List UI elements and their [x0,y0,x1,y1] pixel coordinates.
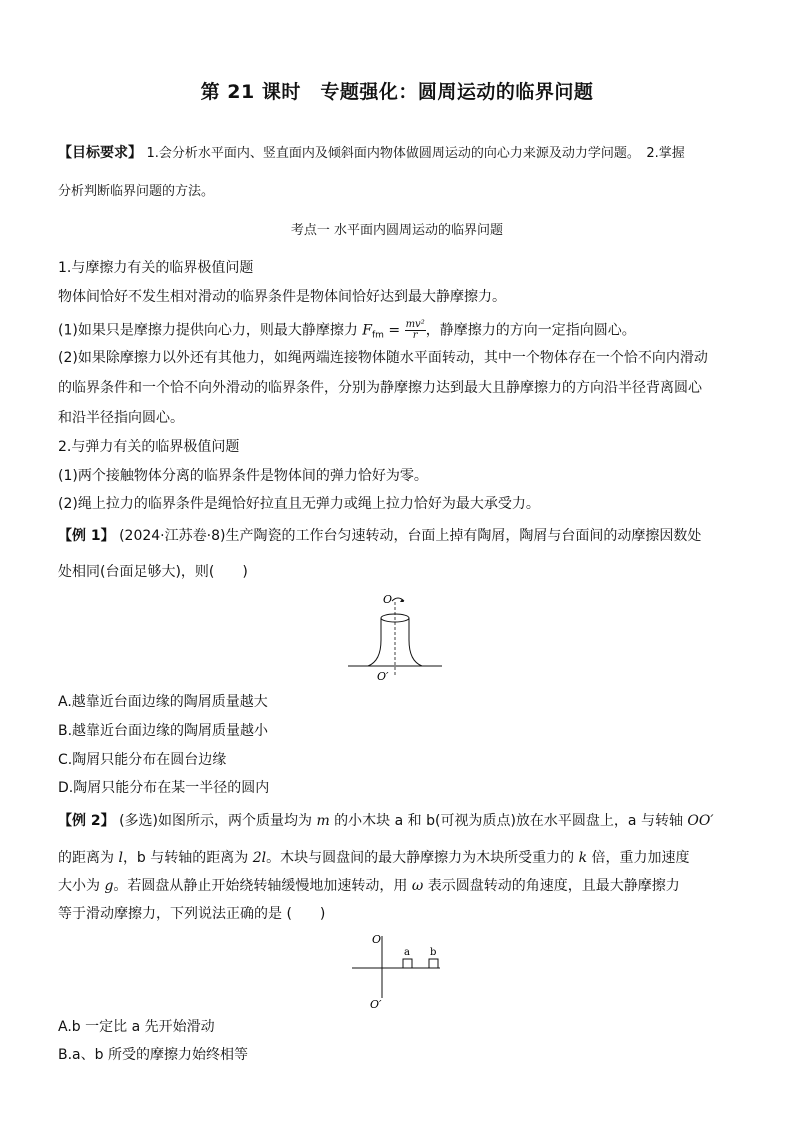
example1-option-c: C.陶屑只能分布在圆台边缘 [58,752,227,768]
example1-text-1: (2024·江苏卷·8)生产陶瓷的工作台匀速转动，台面上掉有陶屑，陶屑与台面间的动摩擦因数处 [119,528,702,544]
distance-2l-symbol: 2l [252,850,267,866]
objectives-line-2: 分析判断临界问题的方法。 [58,184,215,199]
example1-option-a: A.越靠近台面边缘的陶屑质量越大 [58,694,268,710]
figure2-top-label: O [372,933,382,946]
g-symbol: g [104,878,114,894]
friction-item1-prefix: (1)如果只是摩擦力提供向心力，则最大静摩擦力 [58,322,363,339]
distance-l-symbol: l [118,850,123,866]
turntable-figure [340,588,450,683]
omega-symbol: ω [411,878,424,894]
fraction-denominator: r [412,330,418,341]
example1-line-1 [58,526,701,546]
example2-option-a: A.b 一定比 a 先开始滑动 [58,1019,215,1035]
objectives-line-1 [58,143,685,164]
elastic-item-2: (2)绳上拉力的临界条件是绳恰好拉直且无弹力或绳上拉力恰好为最大承受力。 [58,496,540,512]
example2-line-2 [58,848,690,868]
figure2-bottom-label: O′ [370,998,382,1010]
force-subscript: fm [372,330,384,341]
page-title: 第 21 课时 专题强化：圆周运动的临界问题 [200,81,594,103]
axis-symbol: OO′ [687,813,714,829]
example2-text-2c: 。木块与圆盘间的最大静摩擦力为木块所受重力的 [266,850,579,866]
elastic-heading: 2.与弹力有关的临界极值问题 [58,439,240,455]
example1-label: 【例 1】 [58,528,115,544]
example2-text-2b: ，b 与转轴的距离为 [122,850,253,866]
example1-line-2: 处相同(台面足够大)，则( ) [58,564,248,580]
friction-item-1: (1)如果只是摩擦力提供向心力，则最大静摩擦力 $F_{fm}$ = $\frac{\text{mv²}}{r}$ ，静摩擦力的方向一定指向圆心。 [58,319,636,341]
example2-option-b: B.a、b 所受的摩擦力始终相等 [58,1047,248,1063]
example2-text-2a: 的距离为 [58,850,119,866]
section-heading: 考点一 水平面内圆周运动的临界问题 [290,223,504,238]
objectives-text-1: 1.会分析水平面内、竖直面内及倾斜面内物体做圆周运动的向心力来源及动力学问题。 2.掌握 [146,146,685,161]
example2-line-3 [58,876,680,896]
friction-item-2-line-1: (2)如果除摩擦力以外还有其他力，如绳两端连接物体随水平面转动，其中一个物体存在一个恰不向内滑动 [58,350,708,366]
friction-item-2-line-3: 和沿半径指向圆心。 [58,410,184,426]
mass-symbol: m [316,813,330,829]
example2-text-3b: 。若圆盘从静止开始绕转轴缓慢地加速转动，用 [113,878,412,894]
elastic-item-1: (1)两个接触物体分离的临界条件是物体间的弹力恰好为零。 [58,468,428,484]
example2-text-3a: 大小为 [58,878,105,894]
formula-fraction [405,320,426,341]
example1-option-d: D.陶屑只能分布在某一半径的圆内 [58,780,270,796]
disk-figure [348,930,448,1010]
friction-item1-suffix: ，静摩擦力的方向一定指向圆心。 [425,322,636,339]
block-b [429,959,438,968]
fraction-numerator: mv² [405,319,425,330]
force-symbol: F [362,322,372,339]
example2-text-1a: (多选)如图所示，两个质量均为 [119,813,317,829]
example2-text-3c: 表示圆盘转动的角速度，且最大静摩擦力 [423,878,680,894]
figure1-bottom-label: O′ [377,670,389,683]
figure1-top-label: O [383,593,393,606]
example2-text-2d: 倍，重力加速度 [587,850,690,866]
k-symbol: k [578,850,588,866]
example2-line-4: 等于滑动摩擦力，下列说法正确的是 ( ) [58,906,326,922]
friction-heading: 1.与摩擦力有关的临界极值问题 [58,260,254,276]
block-a-label: a [404,947,410,958]
table-side-left [368,618,381,666]
example2-label: 【例 2】 [58,813,115,829]
friction-line-1: 物体间恰好不发生相对滑动的临界条件是物体间恰好达到最大静摩擦力。 [58,289,506,305]
example1-option-b: B.越靠近台面边缘的陶屑质量越小 [58,723,269,739]
example2-text-1b: 的小木块 a 和 b(可视为质点)放在水平圆盘上，a 与转轴 [329,813,688,829]
example2-line-1 [58,811,714,831]
friction-item-2-line-2: 的临界条件和一个恰不向外滑动的临界条件，分别为静摩擦力达到最大且静摩擦力的方向沿半径背离圆心 [58,380,702,396]
objectives-label: 【目标要求】 [58,145,142,161]
block-a [403,959,412,968]
block-b-label: b [430,947,437,958]
table-side-right [409,618,422,666]
